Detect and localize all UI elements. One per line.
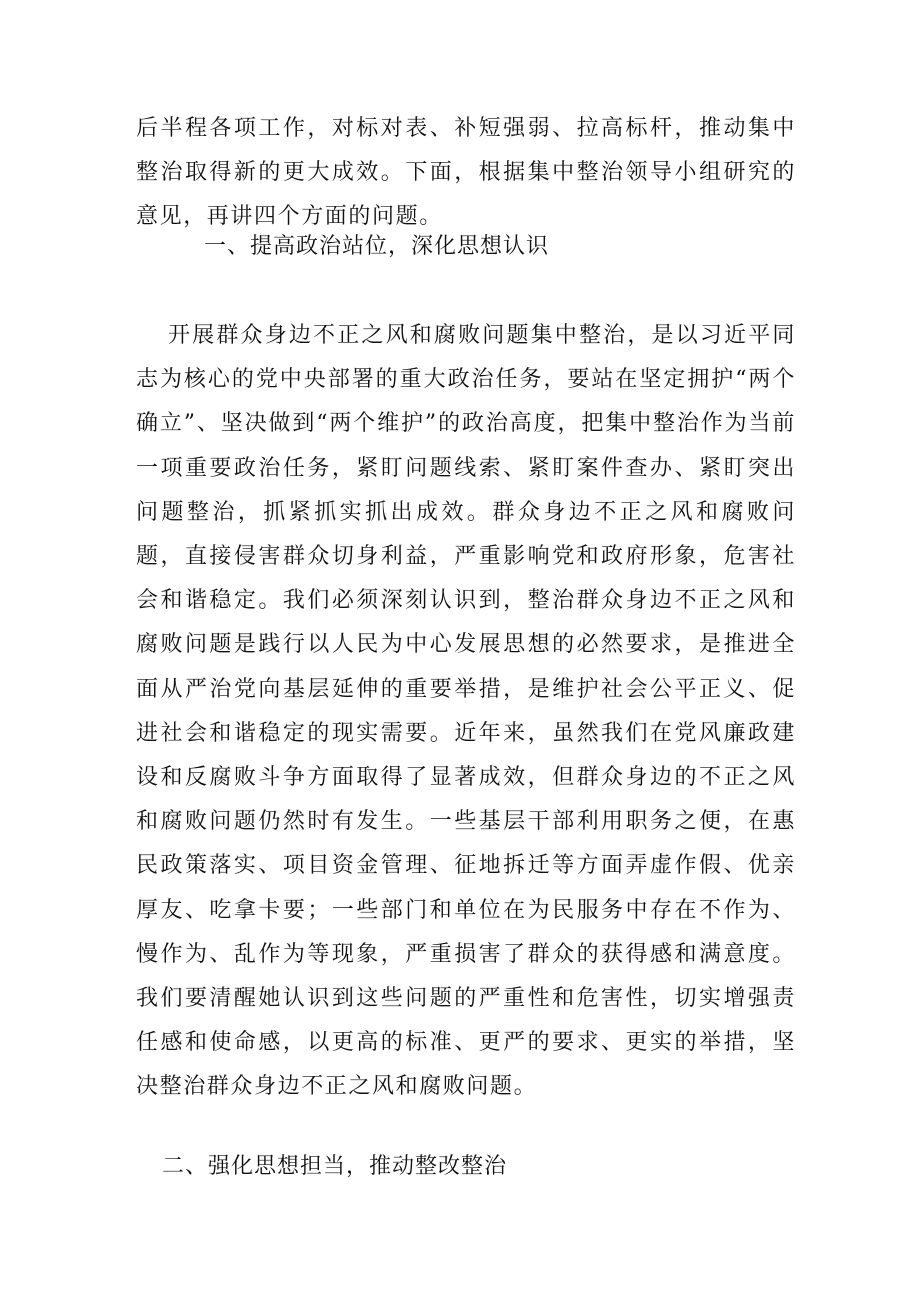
body-paragraph: 后半程各项工作，对标对表、补短强弱、拉高标杆，推动集中整治取得新的更大成效。下面，根据集中整治领导小组研究的意见，再讲四个方面的问题。 <box>136 116 796 230</box>
section-heading: 二、强化思想担当，推动整改整治 <box>162 1154 508 1179</box>
body-paragraph: 开展群众身边不正之风和腐败问题集中整治，是以习近平同志为核心的党中央部署的重大政治任务，要站在坚定拥护“两个确立”、坚决做到“两个维护”的政治高度，把集中整治作为当前一项重要政治任务，紧盯问题线索、紧盯案件查办、紧盯突出问题整治，抓紧抓实抓出成效。群众身边不正之风和腐败问题，直接侵害群众切身利益，严重影响党和政府形象，危害社会和谐稳定。我们必须深刻认识到，整治群众身边不正之风和腐败问题是践行以人民为中心发展思想的必然要求，是推进全面从严治党向基层延伸的重要举措，是维护社会公平正义、促进社会和谐稳定的现实需要。近年来，虽然我们在党风廉政建设和反腐败斗争方面取得了显著成效，但群众身边的不正之风和腐败问题仍然时有发生。一些基层干部利用职务之便，在惠民政策落实、项目资金管理、征地拆迁等方面弄虚作假、优亲厚友、吃拿卡要；一些部门和单位在为民服务中存在不作为、慢作为、乱作为等现象，严重损害了群众的获得感和满意度。我们要清醒她认识到这些问题的严重性和危害性，切实增强责任感和使命感，以更高的标准、更严的要求、更实的举措，坚决整治群众身边不正之风和腐败问题。 <box>136 323 796 1100</box>
section-heading: 一、提高政治站位，深化思想认识 <box>204 234 550 259</box>
